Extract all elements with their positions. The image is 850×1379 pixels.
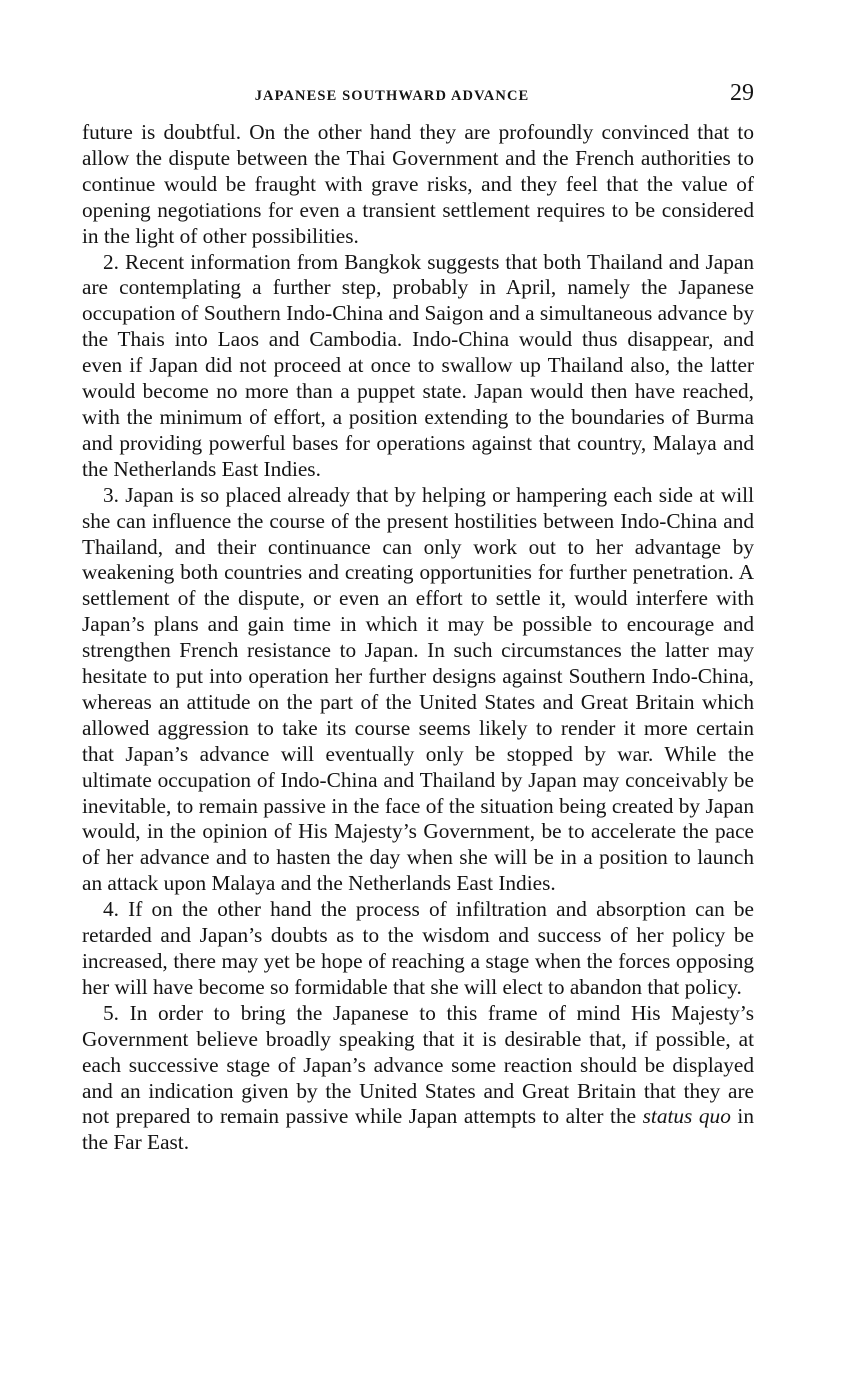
running-title: JAPANESE SOUTHWARD ADVANCE — [254, 88, 530, 104]
paragraph-5-text-end: in the Far East. — [82, 1104, 754, 1155]
status-quo-italic: status quo — [642, 1104, 731, 1129]
paragraph-5 — [82, 1001, 754, 1156]
paragraph-2: 2. Recent information from Bangkok suggests that both Thailand and Japan are contemplating a further step, probably in April, namely the Japanese occupation of Southern Indo-China and Saigon and a simultaneous advance by the Thais into Laos and Cambodia. Indo-China would thus disappear, and even if Japan did not proceed at once to swallow up Thailand also, the latter would become no more than a puppet state. Japan would then have reached, with the minimum of effort, a position extending to the boundaries of Burma and providing powerful bases for operations against that country, Malaya and the Netherlands East Indies. — [82, 249, 754, 481]
running-head — [82, 78, 754, 114]
paragraph-3: 3. Japan is so placed already that by helping or hampering each side at will she can influence the course of the present hostilities between Indo-China and Thailand, and their continuance can only work out to her advantage by weakening both countries and creating opportunities for further penetration. A settlement of the dispute, or even an effort to settle it, would interfere with Japan’s plans and gain time in which it may be possible to encourage and strengthen French resistance to Japan. In such circumstances the latter may hesitate to put into operation her further designs against Southern Indo-China, whereas an attitude on the part of the United States and Great Britain which allowed aggression to take its course seems likely to render it more certain that Japan’s advance will eventually only be stopped by war. While the ultimate occupation of Indo-China and Thailand by Japan may conceivably be inevitable, to remain passive in the face of the situation being created by Japan would, in the opinion of His Majesty’s Government, be to accelerate the pace of her advance and to hasten the day when she will be in a position to launch an attack upon Malaya and the Netherlands East Indies. — [82, 482, 754, 896]
paragraph-5-text-start: 5. In order to bring the Japanese to this frame of mind His Majesty’s Government believe broadly speaking that it is desirable that, if possible, at each successive stage of Japan’s advance some reaction should be displayed and an indication given by the United States and Great Britain that they are not prepared to remain passive while Japan attempts to alter the — [82, 1000, 754, 1129]
document-page — [82, 78, 754, 1156]
body-text — [82, 120, 754, 1156]
paragraph-4: 4. If on the other hand the process of infiltration and absorption can be retarded and Japan’s doubts as to the wisdom and success of her policy be increased, there may yet be hope of reaching a stage when the forces opposing her will have become so formidable that she will elect to abandon that policy. — [82, 897, 754, 999]
page-number: 29 — [730, 80, 754, 106]
paragraph-continuation: future is doubtful. On the other hand they are profoundly convinced that to allow the dispute between the Thai Government and the French authorities to continue would be fraught with grave risks, and they feel that the value of opening negotiations for even a transient settlement requires to be considered in the light of other possibilities. — [82, 120, 754, 248]
